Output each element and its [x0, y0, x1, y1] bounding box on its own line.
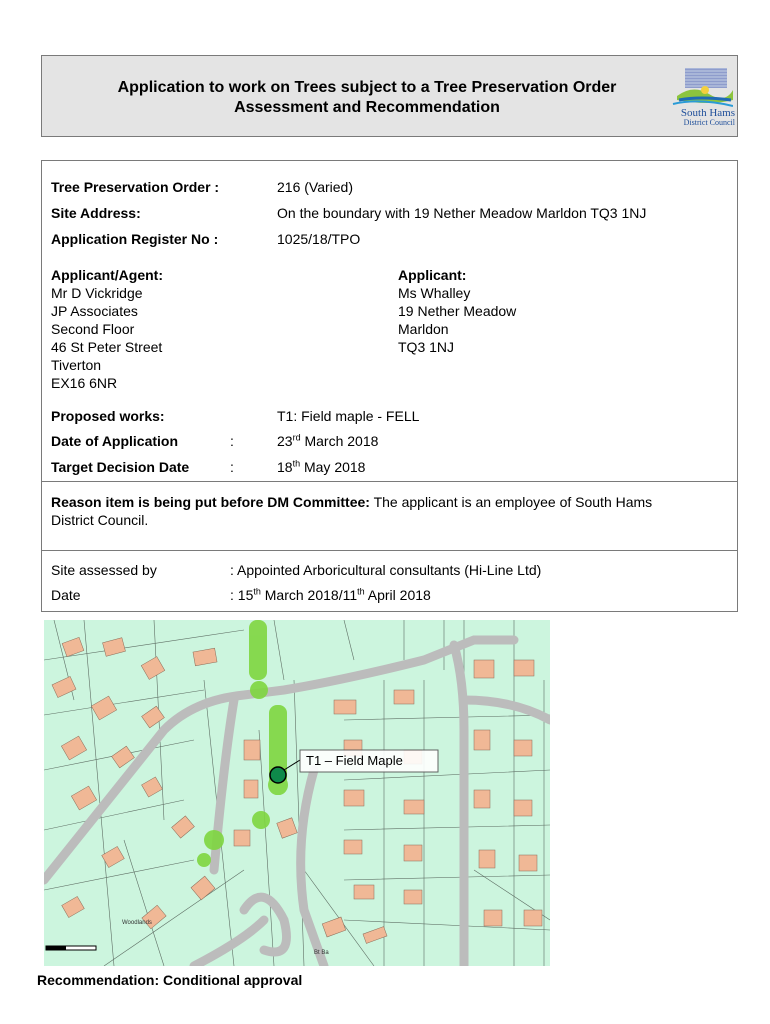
- divider: [42, 550, 737, 551]
- agent-line: 46 St Peter Street: [51, 339, 163, 355]
- assessed-by-value: : Appointed Arboricultural consultants (Hi-Line Ltd): [230, 562, 542, 578]
- t1-tree-marker: [270, 767, 286, 783]
- target-decision-value: 18th May 2018: [277, 458, 366, 475]
- assessment-date-label: Date: [51, 587, 81, 603]
- t1-label: T1 – Field Maple: [306, 753, 403, 768]
- date-colon: :: [230, 433, 234, 449]
- applicant-line: Marldon: [398, 321, 449, 337]
- map-street-label: Woodlands: [122, 920, 152, 926]
- proposed-works-label: Proposed works:: [51, 408, 165, 424]
- date-of-application-value: 23rd March 2018: [277, 432, 379, 449]
- assessed-by-label: Site assessed by: [51, 562, 157, 578]
- logo-text: [681, 108, 735, 128]
- details-box: [41, 160, 738, 612]
- target-colon: :: [230, 459, 234, 475]
- reason-text: [51, 493, 721, 529]
- agent-line: Mr D Vickridge: [51, 285, 143, 301]
- logo-line-1: South Hams: [680, 107, 735, 119]
- applicant-label: Applicant:: [398, 267, 467, 283]
- site-address-value: On the boundary with 19 Nether Meadow Marldon TQ3 1NJ: [277, 205, 647, 221]
- register-label: Application Register No :: [51, 231, 219, 247]
- site-map: [44, 620, 550, 966]
- site-address-label: Site Address:: [51, 205, 141, 221]
- council-logo-icon: [669, 66, 733, 110]
- agent-line: Tiverton: [51, 357, 102, 373]
- agent-line: Second Floor: [51, 321, 135, 337]
- applicant-line: Ms Whalley: [398, 285, 471, 301]
- agent-line: JP Associates: [51, 303, 138, 319]
- tpo-label: Tree Preservation Order :: [51, 179, 220, 195]
- title-line-1: Application to work on Trees subject to a Tree Preservation Order: [117, 79, 617, 96]
- logo-line-2: District Council: [683, 118, 735, 127]
- reason-value-cont: District Council.: [51, 512, 149, 528]
- agent-line: EX16 6NR: [51, 375, 118, 391]
- tpo-value: 216 (Varied): [277, 179, 354, 195]
- page-title: [52, 78, 682, 118]
- title-line-2: Assessment and Recommendation: [234, 99, 500, 116]
- applicant-line: 19 Nether Meadow: [398, 303, 517, 319]
- reason-value: The applicant is an employee of South Hams: [369, 494, 653, 510]
- target-decision-label: Target Decision Date: [51, 459, 190, 475]
- header-box: [41, 55, 738, 137]
- site-map-image: [44, 620, 550, 966]
- register-value: 1025/18/TPO: [277, 231, 361, 247]
- divider: [42, 481, 737, 482]
- agent-block: [51, 266, 163, 392]
- proposed-works-value: T1: Field maple - FELL: [277, 408, 420, 424]
- applicant-block: [398, 266, 516, 356]
- date-of-application-label: Date of Application: [51, 433, 179, 449]
- applicant-line: TQ3 1NJ: [398, 339, 455, 355]
- map-street-label: Bt Ba: [314, 950, 329, 956]
- recommendation: Recommendation: Conditional approval: [37, 972, 303, 988]
- agent-label: Applicant/Agent:: [51, 267, 163, 283]
- assessment-date-value: : 15th March 2018/11th April 2018: [230, 586, 431, 603]
- reason-label: Reason item is being put before DM Committee:: [51, 494, 370, 510]
